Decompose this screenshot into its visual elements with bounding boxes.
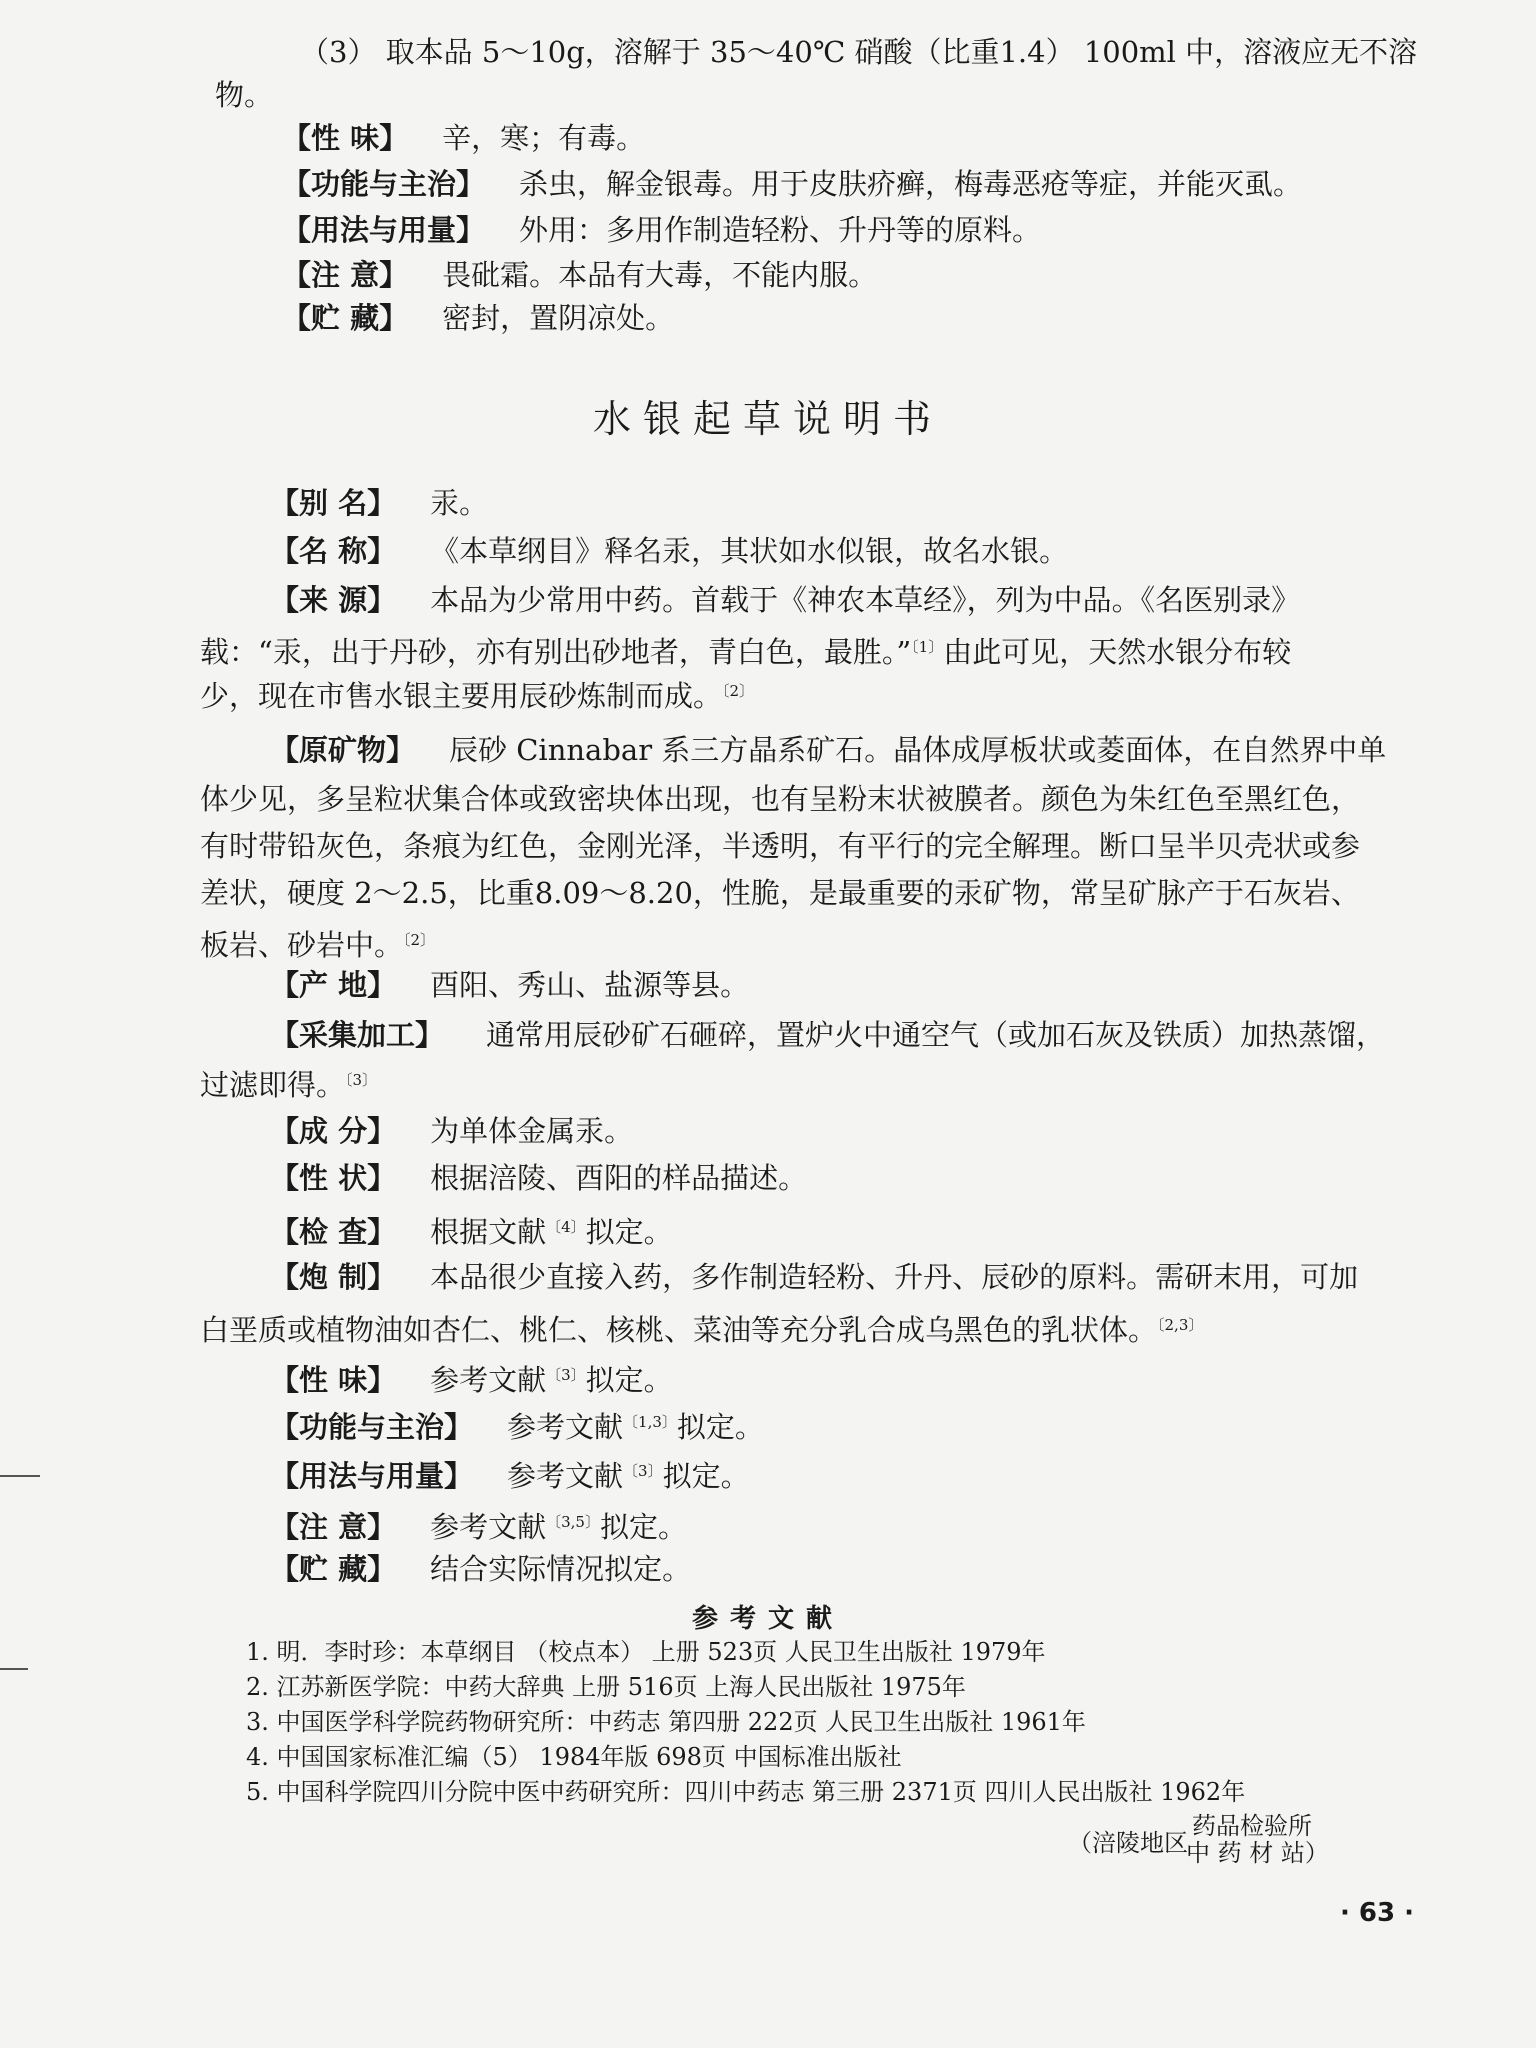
test-item-3-line1: （3） 取本品 5～10g，溶解于 35～40℃ 硝酸（比重1.4） 100ml 中，溶液应无不溶: [300, 35, 1418, 69]
paragraph-line: [200, 1305, 1203, 1350]
text-span: 拟定。: [585, 1215, 673, 1249]
signature-prefix: （涪陵地区: [1068, 1829, 1188, 1857]
entry-xingwei-top: [282, 118, 645, 158]
entry-text: 结合实际情况拟定。: [430, 1552, 692, 1586]
text-span: 由此可见，天然水银分布较: [943, 635, 1292, 669]
reference-item: 5. 中国科学院四川分院中医中药研究所：四川中药志 第三册 2371页 四川人民出版社 1962年: [246, 1778, 1246, 1806]
entry-text: 为单体金属汞。: [430, 1114, 634, 1148]
scan-edge-mark: [0, 1475, 40, 1477]
reference-item: 4. 中国国家标准汇编（5） 1984年版 698页 中国标准出版社: [246, 1743, 902, 1771]
entry-chandi: [270, 965, 749, 1005]
paragraph-line: 有时带铅灰色，条痕为红色，金刚光泽，半透明，有平行的完全解理。断口呈半贝壳状或参: [200, 829, 1361, 863]
entry-xingwei: [270, 1355, 673, 1400]
text-span: 少，现在市售水银主要用辰砂炼制而成。: [200, 679, 723, 713]
entry-term: 【用法与用量】: [270, 1459, 474, 1493]
paragraph-line: 体少见，多呈粒状集合体或致密块体出现，也有呈粉末状被膜者。颜色为朱红色至黑红色，: [200, 782, 1361, 816]
entry-term: 【性 味】: [282, 121, 409, 155]
text-span: 过滤即得。: [200, 1068, 346, 1102]
text-span: 拟定。: [662, 1459, 750, 1493]
entry-text: 《本草纲目》释名汞，其状如水似银，故名水银。: [430, 534, 1069, 568]
entry-text: 酉阳、秀山、盐源等县。: [430, 968, 750, 1002]
entry-yongfa-top: [282, 210, 1041, 250]
test-item-3-line2: 物。: [215, 78, 274, 112]
citation: 〔1〕: [911, 638, 944, 656]
citation: 〔1,3〕: [623, 1413, 677, 1431]
text-span: 拟定。: [599, 1510, 687, 1544]
entry-term: 【炮 制】: [270, 1260, 397, 1294]
entry-text: 畏砒霜。本品有大毒，不能内服。: [442, 258, 878, 292]
entry-term: 【原矿物】: [270, 733, 416, 767]
entry-zhuyi: [270, 1502, 687, 1547]
text-span: 参考文献: [507, 1459, 624, 1493]
scan-edge-mark: [0, 1668, 28, 1670]
entry-laiyuan: [270, 580, 1300, 620]
text-span: 拟定。: [676, 1410, 764, 1444]
references-title: 参考文献: [691, 1604, 844, 1634]
entry-text: 通常用辰砂矿石砸碎，置炉火中通空气（或加石灰及铁质）加热蒸馏，: [486, 1018, 1386, 1052]
page-number: · 63 ·: [1340, 1898, 1415, 1928]
entry-term: 【检 查】: [270, 1215, 397, 1249]
entry-text: 汞。: [430, 486, 489, 520]
entry-yuankuang: [270, 730, 1386, 770]
entry-text: 辛，寒；有毒。: [442, 121, 646, 155]
page-title: 水银起草说明书: [592, 397, 943, 441]
paragraph-line: [200, 1060, 377, 1105]
entry-term: 【贮 藏】: [282, 301, 409, 335]
entry-term: 【注 意】: [270, 1510, 397, 1544]
entry-term: 【产 地】: [270, 968, 397, 1002]
entry-term: 【功能与主治】: [270, 1410, 474, 1444]
entry-text: 本品很少直接入药，多作制造轻粉、升丹、辰砂的原料。需研末用，可加: [430, 1260, 1359, 1294]
entry-jiancha: [270, 1207, 673, 1252]
entry-text: 外用：多用作制造轻粉、升丹等的原料。: [519, 213, 1042, 247]
citation: 〔2〕: [403, 931, 436, 949]
entry-text: 根据涪陵、酉阳的样品描述。: [430, 1161, 808, 1195]
text-span: 参考文献: [430, 1510, 547, 1544]
entry-text: 密封，置阴凉处。: [442, 301, 675, 335]
entry-term: 【性 味】: [270, 1363, 397, 1397]
citation: 〔4〕: [546, 1218, 586, 1236]
entry-bieming: [270, 483, 488, 523]
text-span: 板岩、砂岩中。: [200, 928, 404, 962]
entry-mingcheng: [270, 531, 1068, 571]
citation: 〔2,3〕: [1157, 1316, 1204, 1334]
reference-item: 2. 江苏新医学院：中药大辞典 上册 516页 上海人民出版社 1975年: [246, 1673, 966, 1701]
entry-term: 【注 意】: [282, 258, 409, 292]
citation: 〔3〕: [345, 1071, 378, 1089]
entry-gongneng: [270, 1402, 764, 1447]
entry-chengfen: [270, 1111, 633, 1151]
paragraph-line: [200, 627, 1291, 672]
citation: 〔3,5〕: [546, 1513, 600, 1531]
citation: 〔2〕: [722, 682, 755, 700]
entry-term: 【性 状】: [270, 1161, 397, 1195]
text-span: 参考文献: [507, 1410, 624, 1444]
entry-zhuyi-top: [282, 255, 877, 295]
entry-zhucang: [270, 1549, 691, 1589]
entry-term: 【别 名】: [270, 486, 397, 520]
paragraph-line: 差状，硬度 2～2.5，比重8.09～8.20，性脆，是最重要的汞矿物，常呈矿脉产于石灰岩、: [200, 876, 1360, 910]
entry-text: 辰砂 Cinnabar 系三方晶系矿石。晶体成厚板状或菱面体，在自然界中单: [449, 733, 1387, 767]
text-span: 根据文献: [430, 1215, 547, 1249]
text-span: 载：“汞，出于丹砂，亦有别出砂地者，青白色，最胜。”: [200, 635, 912, 669]
entry-zhucang-top: [282, 298, 674, 338]
entry-gongneng-top: [282, 164, 1302, 204]
entry-term: 【来 源】: [270, 583, 397, 617]
entry-paozhi: [270, 1257, 1358, 1297]
entry-xingzhuang: [270, 1158, 807, 1198]
paragraph-line: [200, 920, 435, 965]
signature-line2: 中 药 材 站）: [1186, 1839, 1329, 1867]
entry-term: 【用法与用量】: [282, 213, 486, 247]
entry-term: 【成 分】: [270, 1114, 397, 1148]
entry-term: 【名 称】: [270, 534, 397, 568]
reference-item: 1. 明．李时珍：本草纲目 （校点本） 上册 523页 人民卫生出版社 1979年: [246, 1638, 1046, 1666]
paragraph-line: [200, 671, 754, 716]
citation: 〔3〕: [546, 1366, 586, 1384]
entry-text: 本品为少常用中药。首载于《神农本草经》，列为中品。《名医别录》: [430, 583, 1301, 617]
signature-line1: 药品检验所: [1192, 1812, 1312, 1840]
text-span: 参考文献: [430, 1363, 547, 1397]
entry-yongfa: [270, 1451, 750, 1496]
reference-item: 3. 中国医学科学院药物研究所：中药志 第四册 222页 人民卫生出版社 1961年: [246, 1708, 1086, 1736]
entry-term: 【贮 藏】: [270, 1552, 397, 1586]
text-span: 拟定。: [585, 1363, 673, 1397]
entry-text: 杀虫，解金银毒。用于皮肤疥癣，梅毒恶疮等症，并能灭虱。: [519, 167, 1303, 201]
entry-caiji: [270, 1015, 1385, 1055]
citation: 〔3〕: [623, 1462, 663, 1480]
text-span: 白垩质或植物油如杏仁、桃仁、核桃、菜油等充分乳合成乌黑色的乳状体。: [200, 1313, 1158, 1347]
entry-term: 【采集加工】: [270, 1018, 445, 1052]
entry-term: 【功能与主治】: [282, 167, 486, 201]
